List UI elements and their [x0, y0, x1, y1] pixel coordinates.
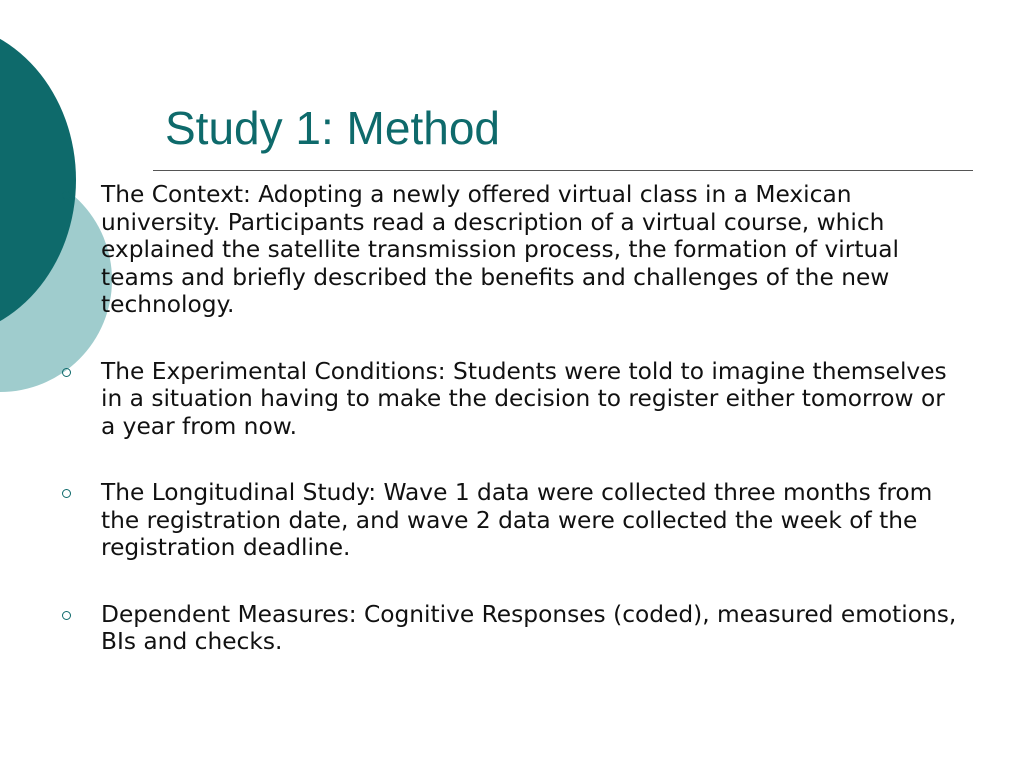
hollow-circle-bullet-icon — [62, 191, 71, 200]
bullet-text: The Experimental Conditions: Students were told to imagine themselves in a situation having to make the decision to register either tomorrow or a year from now. — [101, 357, 947, 440]
bullet-text: Dependent Measures: Cognitive Responses (coded), measured emotions, BIs and checks. — [101, 600, 957, 655]
bullet-item-dependent-measures — [60, 601, 960, 656]
hollow-circle-bullet-icon — [62, 368, 71, 377]
bullet-text: The Context: Adopting a newly offered virtual class in a Mexican university. Participants read a description of a virtual course, which explained the satellite transmission process, the formation of virtual teams and briefly described the benefits and challenges of the new technology. — [101, 181, 899, 318]
bullet-item-context — [60, 181, 960, 319]
slide-title: Study 1: Method — [165, 102, 500, 154]
bullet-item-experimental-conditions — [60, 358, 960, 441]
title-underline — [153, 170, 973, 171]
hollow-circle-bullet-icon — [62, 489, 71, 498]
bullet-list — [60, 181, 960, 695]
hollow-circle-bullet-icon — [62, 611, 71, 620]
bullet-item-longitudinal-study — [60, 479, 960, 562]
bullet-text: The Longitudinal Study: Wave 1 data were collected three months from the registration date, and wave 2 data were collected the week of the registration deadline. — [101, 479, 933, 561]
